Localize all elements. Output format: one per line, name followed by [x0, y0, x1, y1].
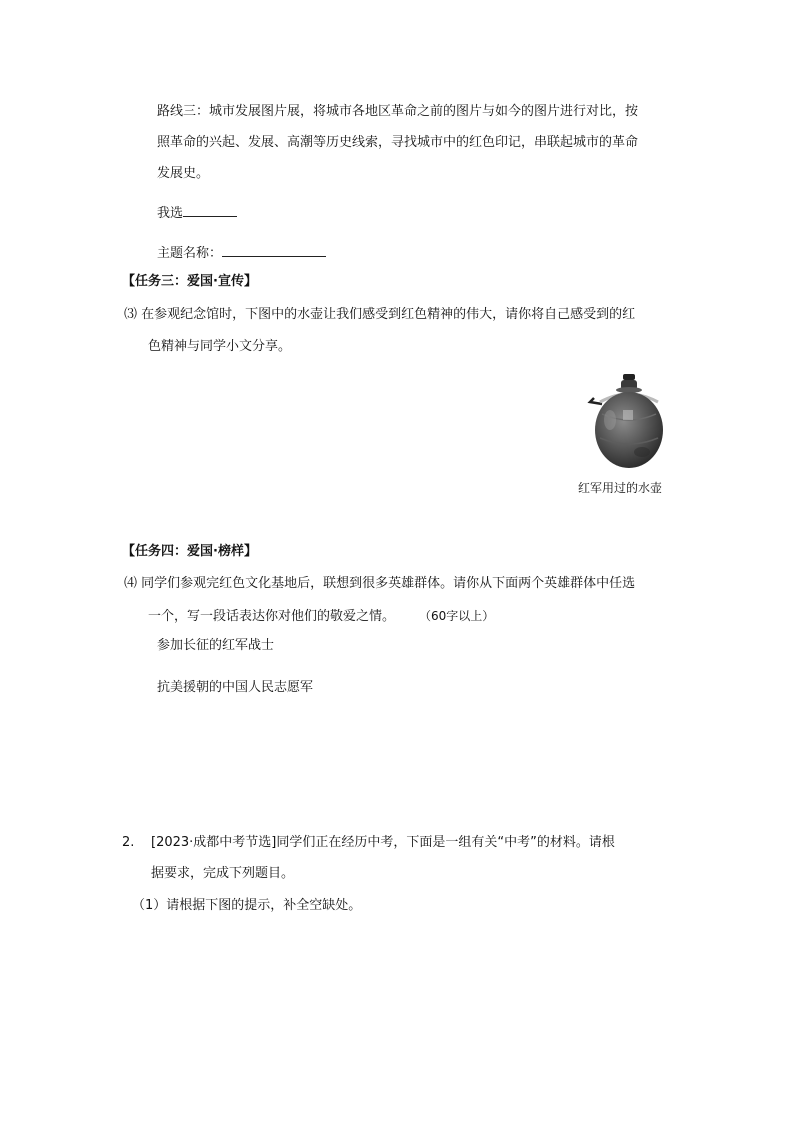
question2-number: 2. — [122, 835, 135, 850]
canteen-photo — [580, 372, 666, 472]
task3-question-line-2: 色精神与同学小文分享。 — [148, 339, 292, 354]
hero-option-1: 参加长征的红军战士 — [157, 638, 275, 653]
task4-question-line-2 — [148, 606, 494, 627]
task3-heading: 【任务三：爱国·宣传】 — [122, 274, 257, 289]
theme-blank[interactable] — [222, 242, 326, 257]
choice-row — [157, 202, 237, 224]
task4-question-text: 一个，写一段话表达你对他们的敬爱之情。 — [148, 609, 396, 624]
task4-word-count-note: （60字以上） — [419, 609, 495, 623]
task3-question-line-1: ⑶ 在参观纪念馆时，下图中的水壶让我们感受到红色精神的伟大，请你将自己感受到的红 — [124, 307, 636, 322]
canteen-figure — [578, 372, 678, 472]
choice-label: 我选 — [157, 206, 184, 221]
question2-sub1: （1）请根据下图的提示，补全空缺处。 — [132, 898, 362, 913]
theme-label: 主题名称： — [157, 246, 223, 261]
route3-text-line-2: 照革命的兴起、发展、高潮等历史线索，寻找城市中的红色印记，串联起城市的革命 — [157, 135, 639, 150]
hero-option-2: 抗美援朝的中国人民志愿军 — [157, 680, 314, 695]
question2-line-1: [2023·成都中考节选]同学们正在经历中考，下面是一组有关“中考”的材料。请根 — [151, 835, 615, 850]
task4-question-line-1: ⑷ 同学们参观完红色文化基地后，联想到很多英雄群体。请你从下面两个英雄群体中任选 — [124, 576, 636, 591]
route3-text-line-3: 发展史。 — [157, 166, 210, 181]
question2-line-2: 据要求，完成下列题目。 — [151, 866, 295, 881]
theme-row — [157, 242, 326, 264]
task4-heading: 【任务四：爱国·榜样】 — [122, 544, 257, 559]
route3-text-line-1: 路线三：城市发展图片展，将城市各地区革命之前的图片与如今的图片进行对比，按 — [157, 104, 639, 119]
choice-blank[interactable] — [183, 202, 237, 217]
canteen-caption: 红军用过的水壶 — [578, 481, 663, 495]
